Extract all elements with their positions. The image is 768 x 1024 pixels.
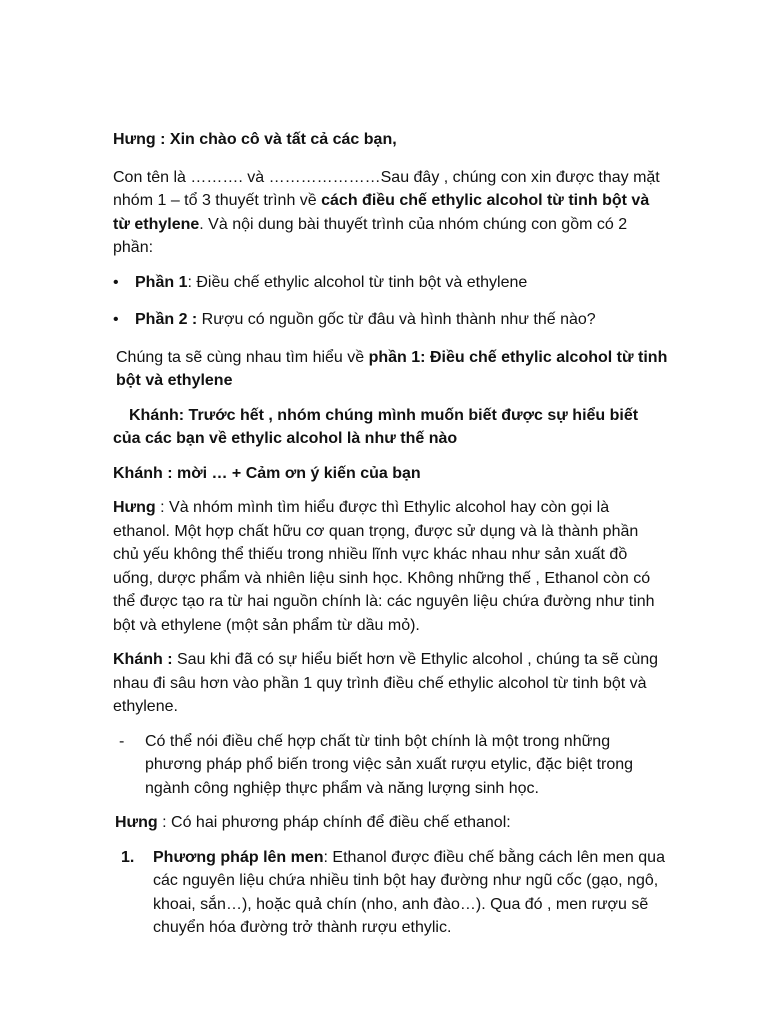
part1-intro-paragraph	[113, 346, 668, 393]
list-item	[113, 271, 668, 295]
method-title: Phương pháp lên men	[153, 848, 324, 866]
dash-list-item	[115, 730, 668, 801]
hung-explanation-paragraph	[113, 496, 668, 637]
intro-paragraph	[113, 166, 668, 260]
khanh-transition-text: Sau khi đã có sự hiểu biết hơn về Ethylic alcohol , chúng ta sẽ cùng nhau đi sâu hơn vào phần 1 quy trình điều chế ethylic alcohol từ tinh bột và ethylene.	[113, 651, 659, 715]
list-item	[113, 308, 668, 332]
khanh-question-paragraph	[113, 404, 668, 451]
part1-title: phần 1: Điều chế ethylic alcohol từ tinh bột và ethylene	[116, 348, 668, 389]
hung-explanation-text: : Và nhóm mình tìm hiểu được thì Ethylic alcohol hay còn gọi là ethanol. Một hợp chất hữu cơ quan trọng, được sử dụng và là thành phần chủ yếu không thể thiếu trong nhiều lĩnh vực khác nhau như sản xuất đồ uống, dược phẩm và nhiên liệu sinh học. Không những thế , Ethanol còn có thể được tạo ra từ hai nguồn chính là: các nguyên liệu chứa đường như tinh bột và ethylene (một sản phẩm từ dầu mỏ).	[113, 499, 655, 634]
part-text: : Điều chế ethylic alcohol từ tinh bột và ethylene	[187, 273, 528, 291]
part-text: Rượu có nguồn gốc từ đâu và hình thành như thế nào?	[197, 311, 596, 328]
khanh-invite-text: Khánh : mời … + Cảm ơn ý kiến của bạn	[113, 464, 421, 482]
number-marker: 1.	[121, 848, 135, 866]
speaker-label: Khánh :	[113, 651, 173, 668]
dash-marker: -	[119, 732, 125, 750]
khanh-invite-paragraph	[113, 462, 668, 486]
speaker-label: Hưng	[113, 499, 156, 516]
dash-item-text: Có thể nói điều chế hợp chất từ tinh bột chính là một trong những phương pháp phổ biến trong việc sản xuất rượu etylic, đặc biệt trong ngành công nghiệp thực phẩm và năng lượng sinh học.	[145, 732, 634, 797]
intro-text: Con tên là ………. và …………………Sau đây , chúng con xin được thay mặt nhóm 1 – tổ 3 thuyết trình về	[113, 168, 660, 209]
hung-methods-paragraph	[115, 811, 668, 835]
method-text: : Ethanol được điều chế bằng cách lên men qua các nguyên liệu chứa nhiều tinh bột hay đường như ngũ cốc (gạo, ngô, khoai, sắn…), hoặc quả chín (nho, anh đào…). Qua đó , men rượu sẽ chuyển hóa đường trở thành rượu ethylic.	[153, 848, 665, 936]
intro-topic: cách điều chế ethylic alcohol từ tinh bột và từ ethylene	[113, 192, 650, 233]
part-label: Phần 2 :	[135, 311, 198, 328]
greeting-paragraph	[113, 128, 668, 152]
greeting-text: Hưng : Xin chào cô và tất cả các bạn,	[113, 131, 397, 148]
parts-list	[113, 271, 668, 332]
numbered-list-item	[121, 846, 668, 940]
khanh-transition-paragraph	[113, 648, 668, 719]
hung-methods-text: : Có hai phương pháp chính để điều chế ethanol:	[157, 814, 511, 831]
speaker-label: Hưng	[115, 814, 158, 831]
part1-intro-text: Chúng ta sẽ cùng nhau tìm hiểu về	[116, 348, 369, 366]
part-label: Phần 1	[135, 273, 188, 291]
khanh-question-text: Khánh: Trước hết , nhóm chúng mình muốn biết được sự hiểu biết của các bạn về ethylic alcohol là như thế nào	[113, 406, 639, 447]
intro-text-end: . Và nội dung bài thuyết trình của nhóm chúng con gồm có 2 phần:	[113, 215, 628, 256]
